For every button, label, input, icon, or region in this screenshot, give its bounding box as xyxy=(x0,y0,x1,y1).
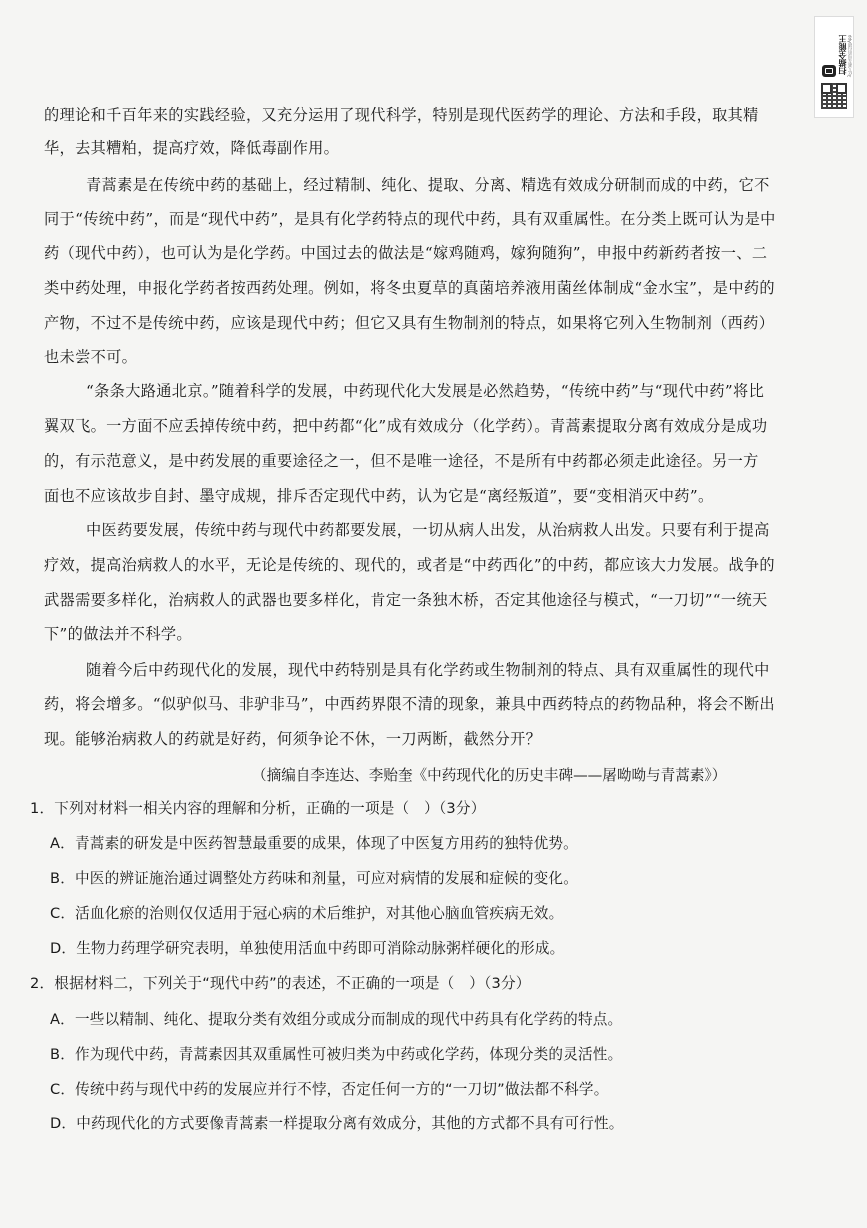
question-option-b: B．中医的辨证施治通过调整处方药味和剂量，可应对病情的发展和症候的变化。 xyxy=(50,870,578,887)
passage-line: 也未尝不可。 xyxy=(44,348,138,366)
question-stem: 2．根据材料二，下列关于“现代中药”的表述，不正确的一项是（ ）（3分） xyxy=(30,975,531,992)
scanner-subtitle: 3亿人都在用的扫描App xyxy=(847,35,852,78)
passage-line: 药，将会增多。“似驴似马、非驴非马”，中西药界限不清的现象，兼具中西药特点的药物品种，将会不断出 xyxy=(44,695,775,713)
passage-line: 药（现代中药），也可认为是化学药。中国过去的做法是“嫁鸡随鸡，嫁狗随狗”，申报中药新药者按一、二 xyxy=(44,244,768,262)
passage-line: “条条大路通北京。”随着科学的发展，中药现代化大发展是必然趋势，“传统中药”与“现代中药”将比 xyxy=(86,382,765,400)
passage-line: 翼双飞。一方面不应丢掉传统中药，把中药都“化”成有效成分（化学药）。青蒿素提取分离有效成分是成功 xyxy=(44,417,768,435)
scanner-watermark-badge xyxy=(814,16,854,118)
question-option-a: A．青蒿素的研发是中医药智慧最重要的成果，体现了中医复方用药的独特优势。 xyxy=(50,835,578,852)
passage-line: 同于“传统中药”，而是“现代中药”，是具有化学药特点的现代中药，具有双重属性。在分类上既可认为是中 xyxy=(44,210,776,228)
question-option-c: C．传统中药与现代中药的发展应并行不悖，否定任何一方的“一刀切”做法都不科学。 xyxy=(50,1081,609,1098)
passage-line: 华，去其糟粕，提高疗效，降低毒副作用。 xyxy=(44,139,340,157)
question-stem: 1．下列对材料一相关内容的理解和分析，正确的一项是（ ）（3分） xyxy=(30,800,486,817)
passage-line: 的，有示范意义，是中药发展的重要途径之一，但不是唯一途径，不是所有中药都必须走此途径。另一方 xyxy=(44,452,759,470)
scanner-logo-icon xyxy=(822,65,836,77)
passage-line: 中医药要发展，传统中药与现代中药都要发展，一切从病人出发，从治病救人出发。只要有利于提高 xyxy=(86,521,770,539)
passage-source: （摘编自李连达、李贻奎《中药现代化的历史丰碑——屠呦呦与青蒿素》） xyxy=(252,767,727,784)
scanner-brand-label: 扫描全能王 xyxy=(838,35,847,75)
passage-line: 现。能够治病救人的药就是好药，何须争论不休，一刀两断，截然分开？ xyxy=(44,730,542,748)
passage-line: 青蒿素是在传统中药的基础上，经过精制、纯化、提取、分离、精选有效成分研制而成的中药，它不 xyxy=(86,176,770,194)
question-option-d: D．生物力药理学研究表明，单独使用活血中药即可消除动脉粥样硬化的形成。 xyxy=(50,940,565,957)
question-option-d: D．中药现代化的方式要像青蒿素一样提取分离有效成分，其他的方式都不具有可行性。 xyxy=(50,1115,624,1132)
qr-code-icon xyxy=(821,83,847,109)
passage-line: 面也不应该故步自封、墨守成规，排斥否定现代中药，认为它是“离经叛道”，要“变相消灭中药”。 xyxy=(44,487,714,505)
passage-line: 产物，不过不是传统中药，应该是现代中药；但它又具有生物制剂的特点，如果将它列入生物制剂（西药） xyxy=(44,314,775,332)
passage-line: 随着今后中药现代化的发展，现代中药特别是具有化学药或生物制剂的特点、具有双重属性的现代中 xyxy=(86,661,770,679)
question-option-c: C．活血化瘀的治则仅仅适用于冠心病的术后维护，对其他心脑血管疾病无效。 xyxy=(50,905,564,922)
question-option-a: A．一些以精制、纯化、提取分类有效组分或成分而制成的现代中药具有化学药的特点。 xyxy=(50,1011,623,1028)
passage-line: 下”的做法并不科学。 xyxy=(44,625,192,643)
question-option-b: B．作为现代中药，青蒿素因其双重属性可被归类为中药或化学药，体现分类的灵活性。 xyxy=(50,1046,623,1063)
passage-line: 的理论和千百年来的实践经验，又充分运用了现代科学，特别是现代医药学的理论、方法和手段，取其精 xyxy=(44,106,759,124)
passage-line: 类中药处理，申报化学药者按西药处理。例如，将冬虫夏草的真菌培养液用菌丝体制成“金水宝”，是中药的 xyxy=(44,279,775,297)
passage-line: 武器需要多样化，治病救人的武器也要多样化，肯定一条独木桥，否定其他途径与模式，“一刀切”“一统天 xyxy=(44,591,768,609)
passage-line: 疗效，提高治病救人的水平，无论是传统的、现代的，或者是“中药西化”的中药，都应该大力发展。战争的 xyxy=(44,556,775,574)
